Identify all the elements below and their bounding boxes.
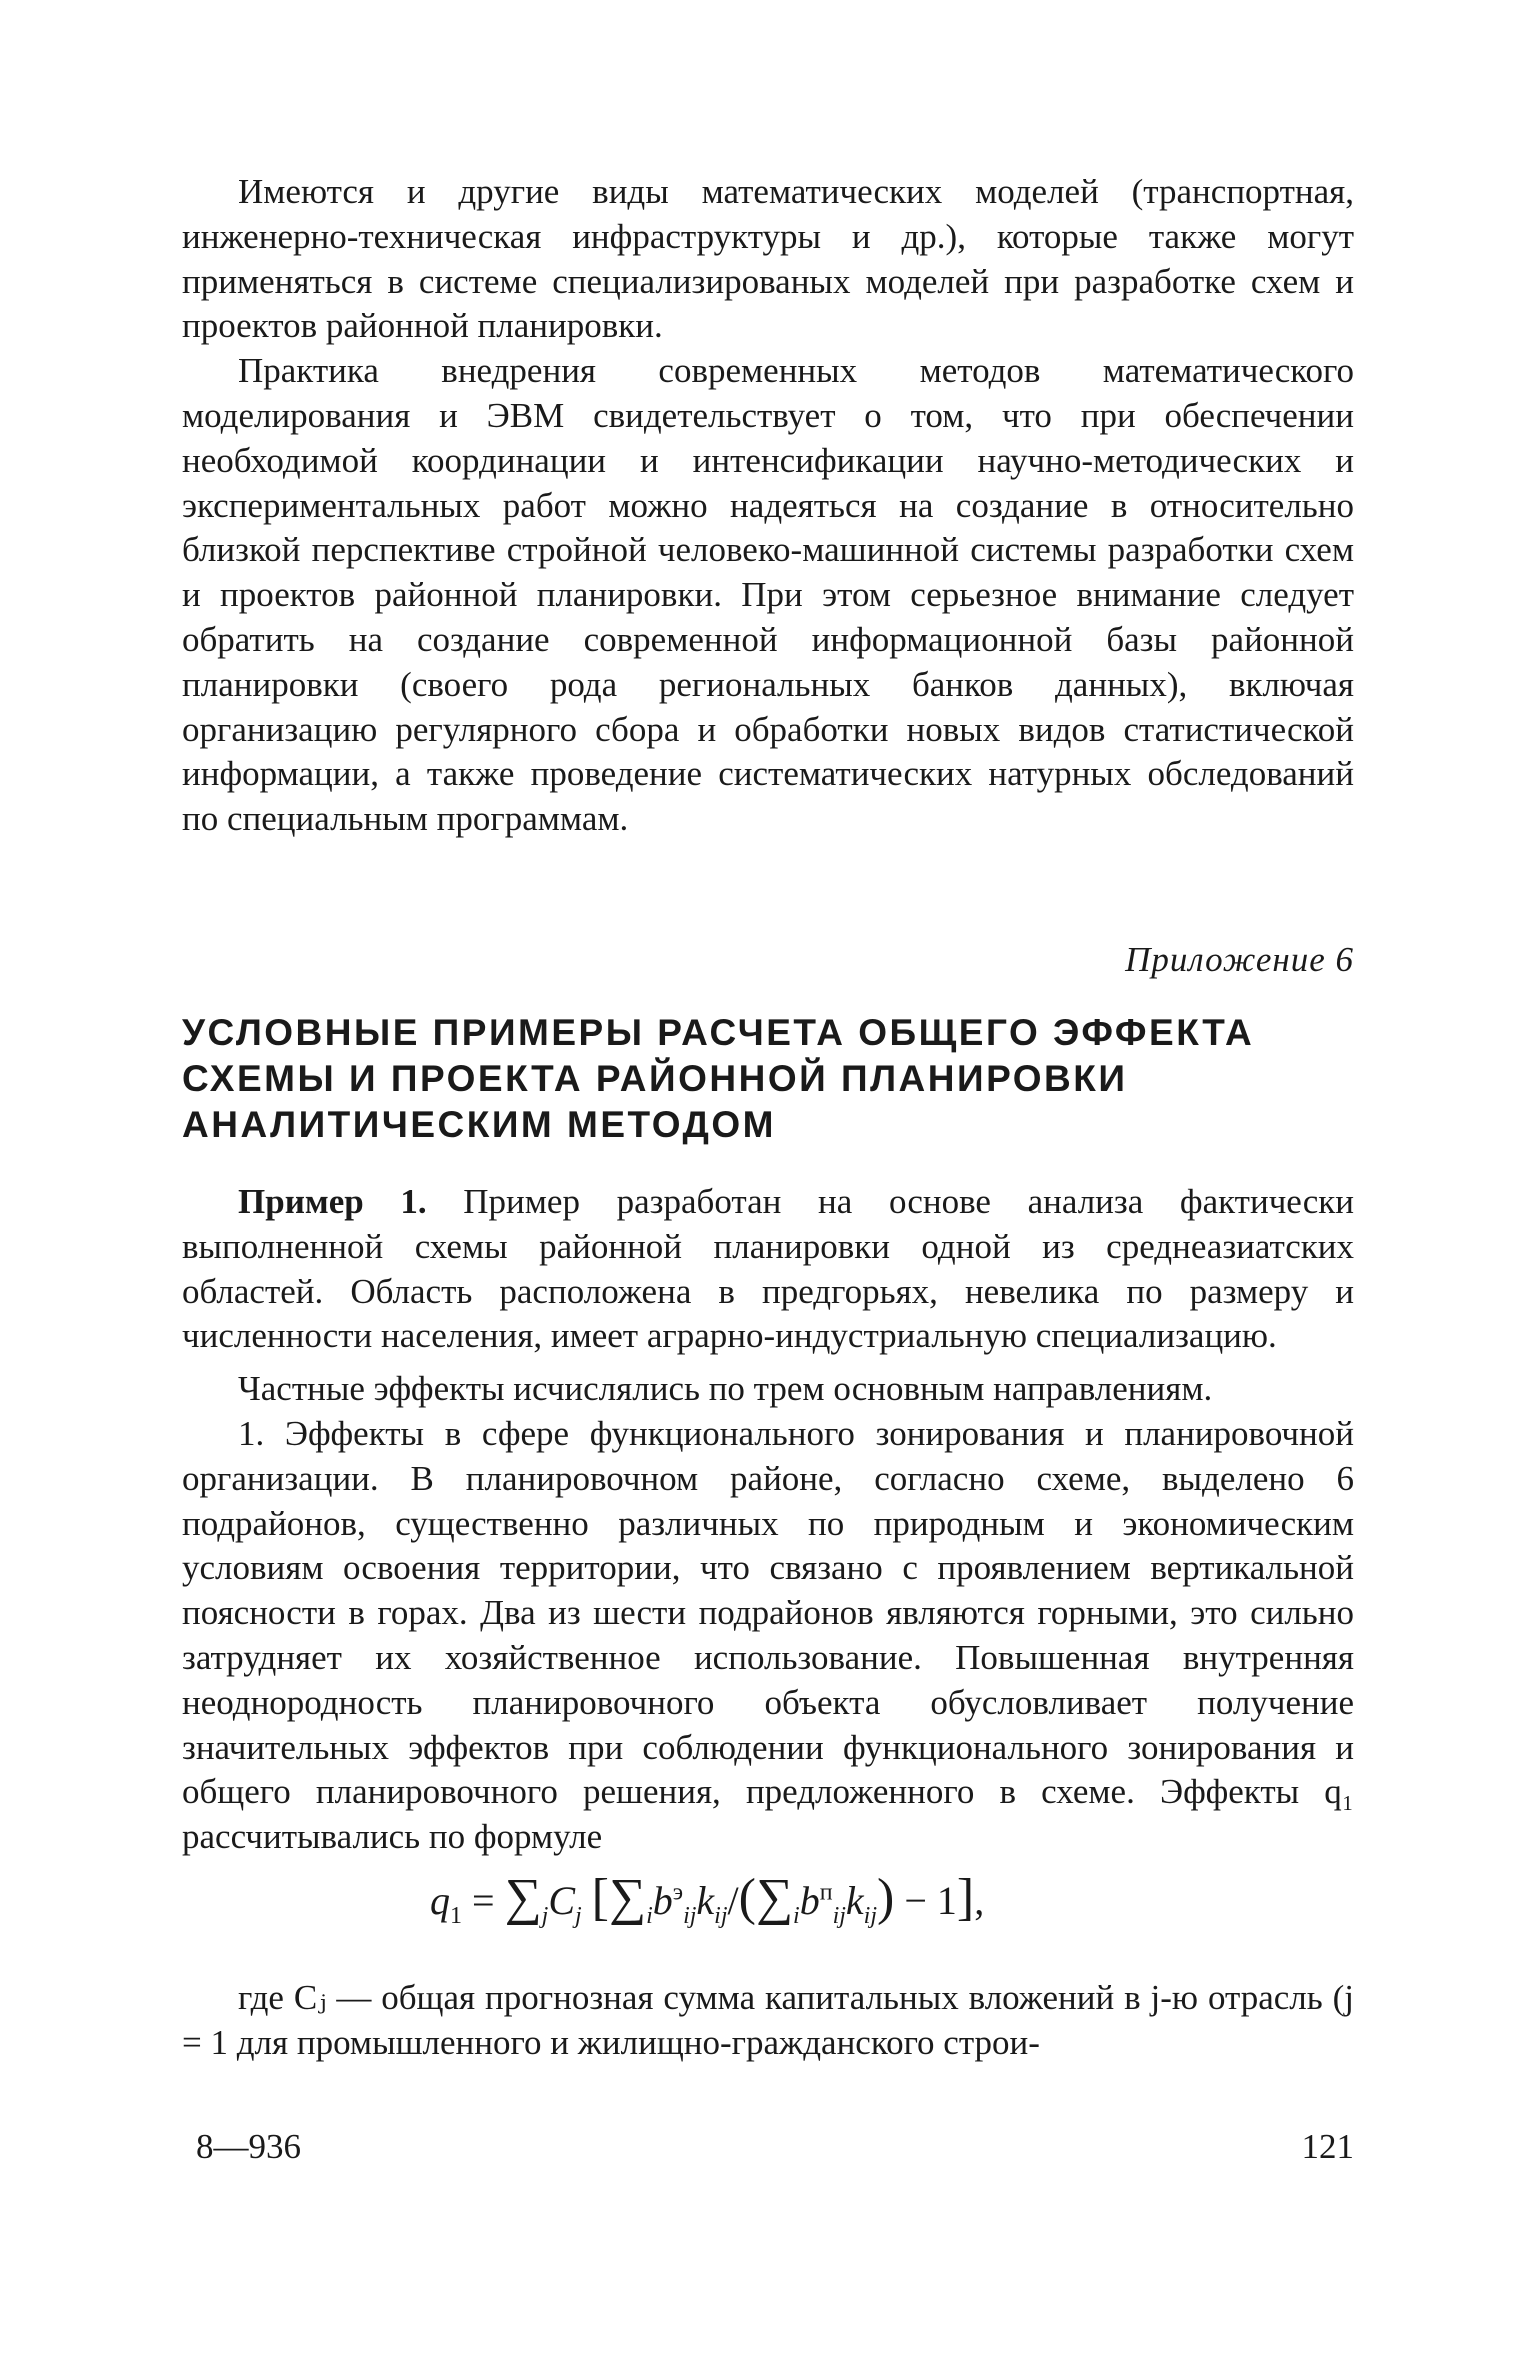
- section-heading: [182, 1010, 1282, 1148]
- appendix-label: Приложение 6: [1125, 940, 1354, 979]
- intro-text: [182, 170, 1354, 842]
- paragraph-item-1: 1. Эффекты в сфере функционального зонирования и планировочной организации. В планировочном районе, согласно схеме, выделено 6 подрайонов, существенно различных по природным и экономическим условиям освоения территории, что связано с проявлением вертикальной поясности в горах. Два из шести подрайонов являются горными, это сильно затрудняет их хозяйственное использование. Повышенная внутренняя неоднородность планировочного объекта обусловливает получение значительных эффектов при соблюдении функционального зонирования и общего планировочного решения, предложенного в схеме. Эффекты q₁ рассчитывались по формуле: [182, 1413, 1354, 1857]
- heading-line-1: УСЛОВНЫЕ ПРИМЕРЫ РАСЧЕТА ОБЩЕГО ЭФФЕКТА: [182, 1012, 1255, 1053]
- page-number: 121: [1301, 2127, 1354, 2166]
- paragraph-example-1: [182, 1180, 1354, 1359]
- paragraph-other-models: Имеются и другие виды математических моделей (транспортная, инженерно-техническая инфраструктуры и др.), которые также могут применяться в системе специализированых моделей при разработке схем и проектов районной планировки.: [182, 172, 1354, 346]
- signature-mark: 8—936: [196, 2127, 301, 2166]
- example-text: [182, 1180, 1354, 1860]
- example-lead: Пример 1.: [238, 1182, 427, 1221]
- paragraph-practice: Практика внедрения современных методов математического моделирования и ЭВМ свидетельствует о том, что при обеспечении необходимой координации и интенсификации научно-методических и экспериментальных работ можно надеяться на создание в относительно близкой перспективе стройной человеко-машинной системы разработки схем и проектов районной планировки. При этом серьезное внимание следует обратить на создание современной информационной базы районной планировки (своего рода региональных банков данных), включая организацию регулярного сбора и обработки новых видов статистической информации, а также проведение систематических натурных обследований по специальным программам.: [182, 351, 1354, 839]
- paragraph-effects: Частные эффекты исчислялись по трем основным направлениям.: [238, 1369, 1213, 1409]
- paragraph-where: где Cⱼ — общая прогнозная сумма капитальных вложений в j-ю отрасль (j = 1 для промышленного и жилищно-гражданского строи-: [182, 1978, 1354, 2062]
- formula-q1: $q_1 = \sum_jC_j$ $[\sum_ib^э_{ij}k_{ij}/(\sum_ib^п_{ij}k_{ij}) - 1]$,: [430, 1869, 985, 1929]
- where-text: [182, 1976, 1354, 2066]
- example-body: Пример разработан на основе анализа фактически выполненной схемы районной планировки одной из среднеазиатских областей. Область расположена в предгорьях, невелика по размеру и численности населения, имеет аграрно-индустриальную специализацию.: [182, 1182, 1354, 1356]
- heading-line-2: СХЕМЫ И ПРОЕКТА РАЙОННОЙ ПЛАНИРОВКИ: [182, 1058, 1128, 1099]
- heading-line-3: АНАЛИТИЧЕСКИМ МЕТОДОМ: [182, 1104, 776, 1145]
